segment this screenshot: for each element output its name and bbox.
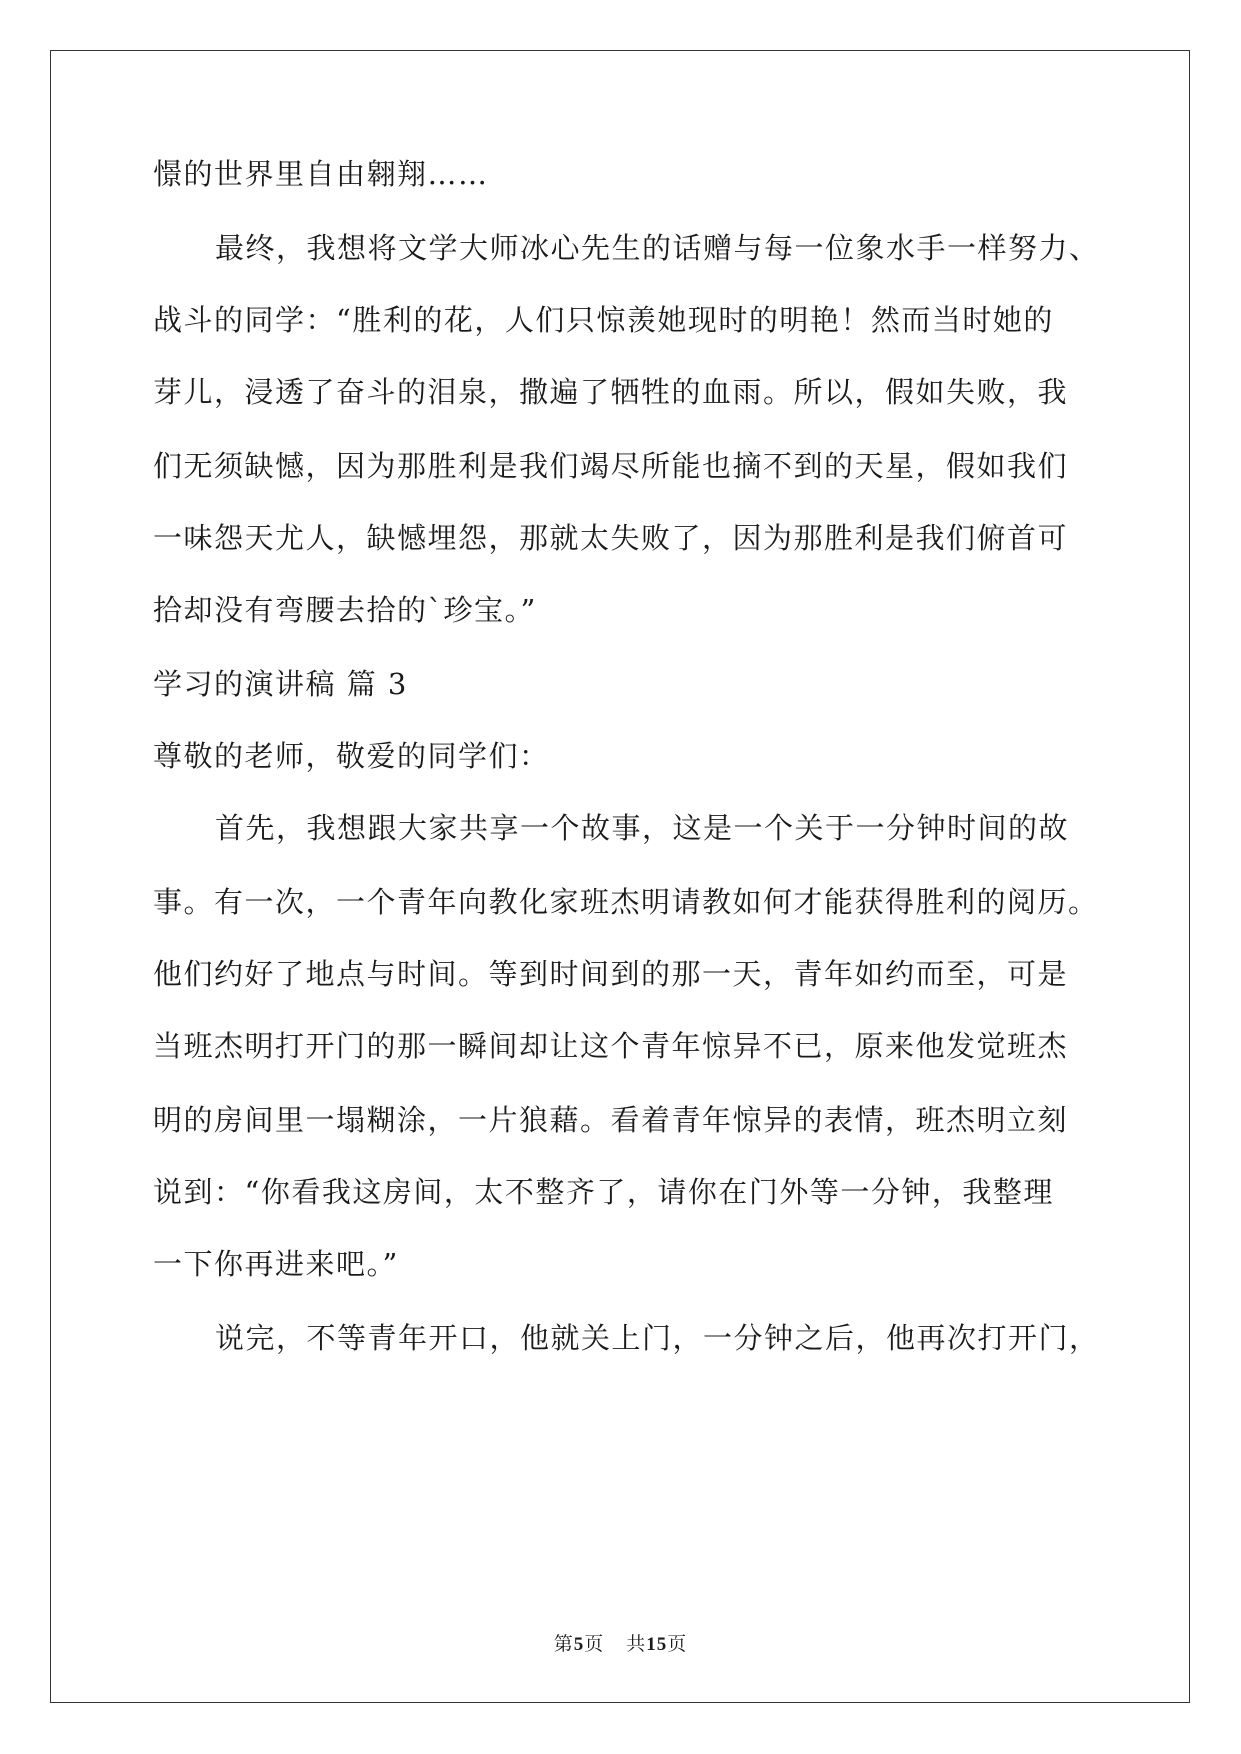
section-heading: 学习的演讲稿 篇 3 <box>153 667 408 701</box>
page-footer <box>0 1632 1241 1657</box>
text-line-12: 他们约好了地点与时间。等到时间到的那一天，青年如约而至，可是 <box>153 957 1069 991</box>
total-prefix: 共 <box>626 1633 647 1655</box>
text-line-2: 最终，我想将文学大师冰心先生的话赠与每一位象水手一样努力、 <box>215 231 1100 265</box>
page-suffix: 页 <box>584 1633 605 1655</box>
text-line-6: 一味怨天尤人，缺憾埋怨，那就太失败了，因为那胜利是我们俯首可 <box>153 521 1069 555</box>
page-border <box>50 50 1190 1703</box>
text-line-4: 芽儿，浸透了奋斗的泪泉，撒遍了牺牲的血雨。所以，假如失败，我 <box>153 375 1069 409</box>
text-line-3: 战斗的同学：“胜利的花，人们只惊羡她现时的明艳！然而当时她的 <box>153 303 1054 337</box>
text-line-14: 明的房间里一塌糊涂，一片狼藉。看着青年惊异的表情，班杰明立刻 <box>153 1103 1069 1137</box>
page-prefix: 第 <box>553 1633 574 1655</box>
total-suffix: 页 <box>667 1633 688 1655</box>
text-line-1: 憬的世界里自由翱翔…… <box>153 157 489 191</box>
text-line-10: 首先，我想跟大家共享一个故事，这是一个关于一分钟时间的故 <box>215 811 1070 845</box>
text-line-5: 们无须缺憾，因为那胜利是我们竭尽所能也摘不到的天星，假如我们 <box>153 449 1069 483</box>
total-pages-number: 15 <box>646 1634 668 1655</box>
text-line-13: 当班杰明打开门的那一瞬间却让这个青年惊异不已，原来他发觉班杰 <box>153 1029 1069 1063</box>
text-line-17: 说完，不等青年开口，他就关上门，一分钟之后，他再次打开门， <box>215 1321 1100 1355</box>
current-page-number: 5 <box>573 1634 585 1655</box>
text-line-15: 说到：“你看我这房间，太不整齐了，请你在门外等一分钟，我整理 <box>153 1175 1054 1209</box>
text-line-11: 事。有一次，一个青年向教化家班杰明请教如何才能获得胜利的阅历。 <box>153 885 1099 919</box>
text-line-16: 一下你再进来吧。” <box>153 1247 399 1281</box>
text-line-7: 拾却没有弯腰去拾的`珍宝。” <box>153 593 537 627</box>
salutation: 尊敬的老师，敬爱的同学们： <box>153 739 550 773</box>
